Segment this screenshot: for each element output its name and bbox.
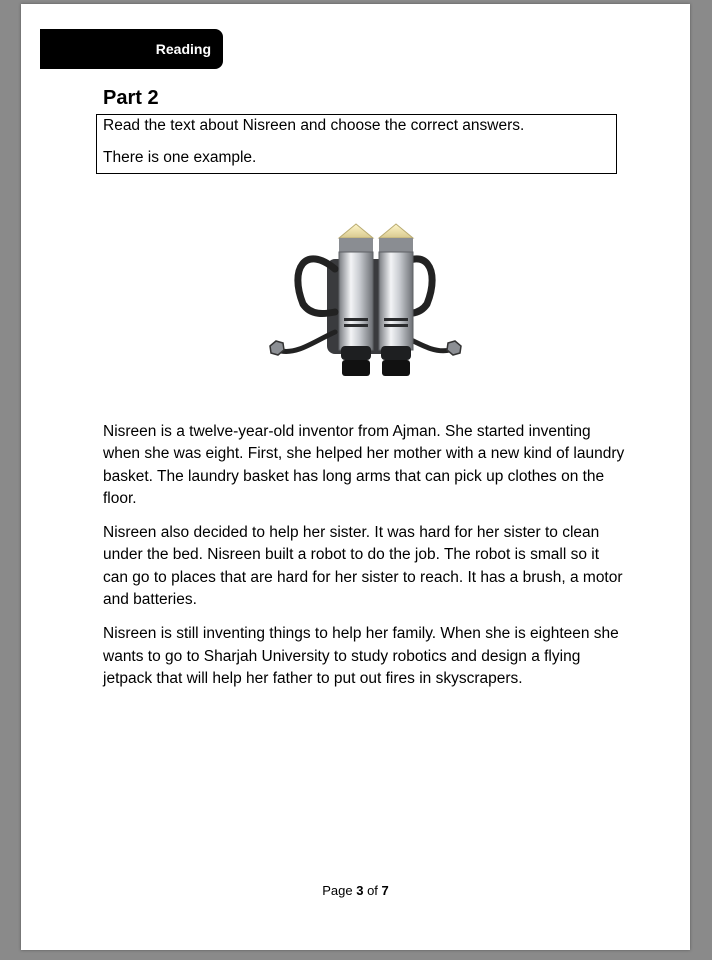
passage-paragraph: Nisreen is still inventing things to help her family. When she is eighteen she wants to go to Sharjah University to study robotics and design a flying jetpack that will help her father to put out fires in skyscrapers.	[103, 625, 619, 687]
part-title: Part 2	[103, 87, 159, 109]
total-pages-number: 7	[381, 883, 389, 898]
page-word: Page	[322, 883, 353, 898]
document-page	[21, 4, 690, 950]
passage-paragraph: Nisreen also decided to help her sister. It was hard for her sister to clean under the bed. Nisreen built a robot to do the job. The robot is small so it can go to places that are hard for her sister to reach. It has a brush, a motor and batteries.	[103, 524, 623, 609]
section-label: Reading	[155, 41, 211, 57]
current-page-number: 3	[356, 883, 364, 898]
page-footer	[21, 883, 690, 898]
instruction-line: Read the text about Nisreen and choose the correct answers.	[103, 117, 525, 134]
jetpack-icon	[243, 214, 473, 379]
instruction-line: There is one example.	[103, 149, 257, 166]
of-word: of	[367, 883, 378, 898]
section-tab	[40, 29, 223, 69]
reading-passage	[103, 421, 628, 702]
jetpack-illustration	[243, 214, 473, 379]
instructions-box	[96, 114, 617, 174]
passage-paragraph: Nisreen is a twelve-year-old inventor from Ajman. She started inventing when she was eight. First, she helped her mother with a new kind of laundry basket. The laundry basket has long arms that can pick up clothes on the floor.	[103, 423, 625, 507]
